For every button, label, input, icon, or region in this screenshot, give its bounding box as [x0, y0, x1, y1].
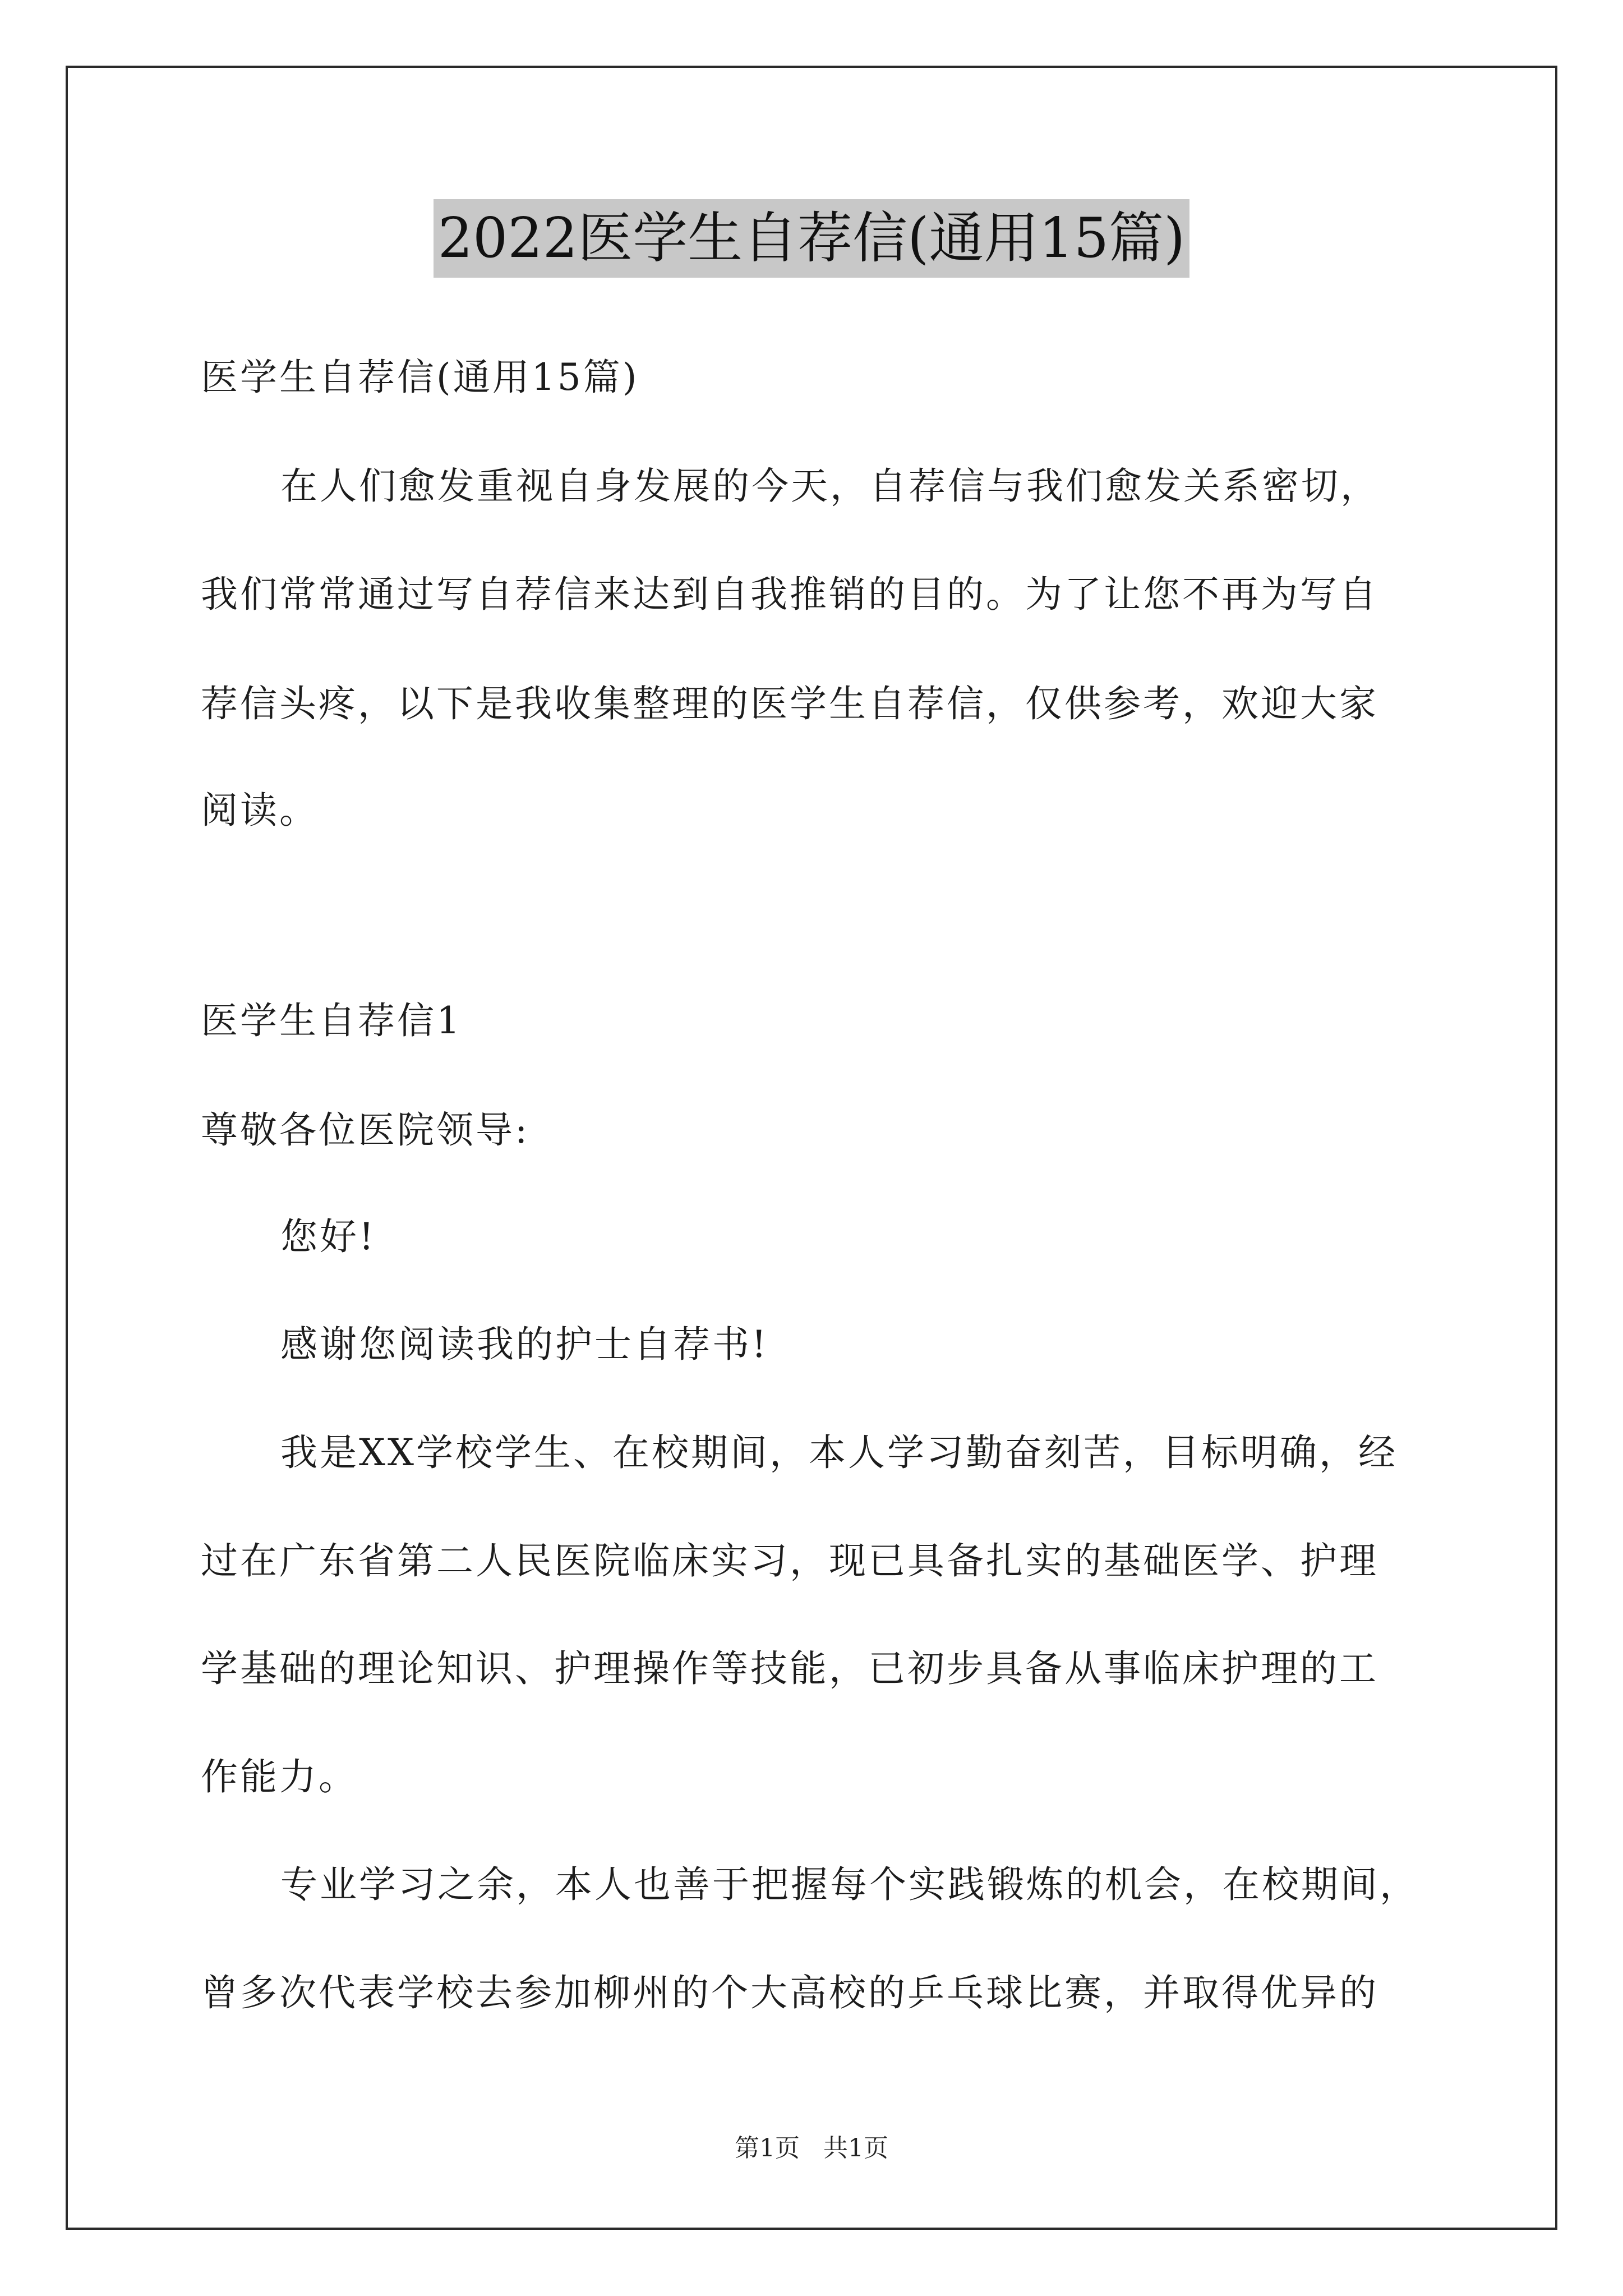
- para1-line-3: 学基础的理论知识、护理操作等技能，已初步具备从事临床护理的工: [201, 1647, 1378, 1690]
- document-subtitle: 医学生自荐信(通用15篇): [201, 356, 639, 399]
- intro-line-4: 阅读。: [201, 789, 319, 832]
- para1-line-4: 作能力。: [201, 1755, 358, 1798]
- section-heading: 医学生自荐信1: [201, 999, 462, 1042]
- thanks-line: 感谢您阅读我的护士自荐书!: [280, 1323, 769, 1366]
- page-footer: [0, 2132, 1623, 2165]
- salutation: 尊敬各位医院领导:: [201, 1108, 530, 1152]
- intro-line-3: 荐信头疼，以下是我收集整理的医学生自荐信，仅供参考，欢迎大家: [201, 682, 1378, 725]
- para2-line-1: 专业学习之余，本人也善于把握每个实践锻炼的机会，在校期间，: [280, 1863, 1419, 1906]
- title-container: [0, 199, 1623, 278]
- intro-line-2: 我们常常通过写自荐信来达到自我推销的目的。为了让您不再为写自: [201, 573, 1378, 616]
- document-title: 2022医学生自荐信(通用15篇): [434, 199, 1190, 278]
- para2-line-2: 曾多次代表学校去参加柳州的个大高校的乒乓球比赛，并取得优异的: [201, 1971, 1378, 2014]
- greeting: 您好!: [280, 1215, 376, 1258]
- page-number: 第1页: [735, 2134, 800, 2162]
- page-total: 共1页: [823, 2134, 888, 2162]
- intro-line-1: 在人们愈发重视自身发展的今天，自荐信与我们愈发关系密切，: [280, 464, 1380, 508]
- para1-line-2: 过在广东省第二人民医院临床实习，现已具备扎实的基础医学、护理: [201, 1539, 1378, 1582]
- para1-line-1: 我是XX学校学生、在校期间，本人学习勤奋刻苦，目标明确，经: [280, 1431, 1398, 1474]
